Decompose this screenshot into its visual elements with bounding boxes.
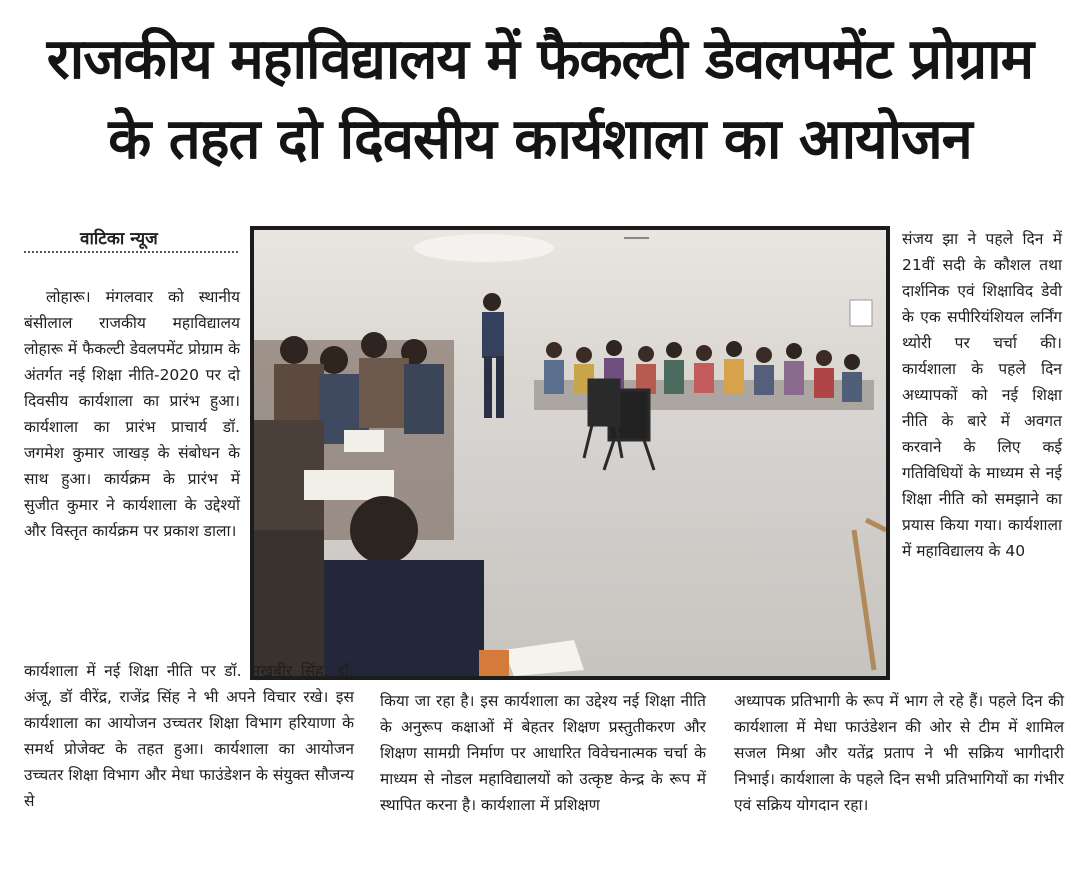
article-column-bottom-1 [24, 658, 354, 814]
article-column-left [24, 284, 240, 544]
article-paragraph-right: संजय झा ने पहले दिन में 21वीं सदी के कौशल तथा दार्शनिक एवं शिक्षाविद डेवी के एक सपीरियंशियल लर्निंग थ्योरी पर चर्चा की। कार्यशाला के पहले दिन अध्यापकों को नई शिक्षा नीति के बारे में अवगत करवाने के लिए कई गतिविधियों के माध्यम से नई शिक्षा नीति को समझाने का प्रयास किया गया। कार्यशाला में महाविद्यालय के 40 [902, 230, 1062, 560]
article-column-right [902, 226, 1062, 564]
article-column-bottom-3 [734, 688, 1064, 818]
headline-line-2: के तहत दो दिवसीय कार्यशाला का आयोजन [108, 107, 972, 172]
byline-divider [24, 251, 238, 253]
byline: वाटिका न्यूज [80, 229, 158, 249]
headline-line-1: राजकीय महाविद्यालय में फैकल्टी डेवलपमेंट प्रोग्राम [46, 27, 1034, 92]
article-column-bottom-2 [380, 688, 706, 818]
article-paragraph-bottom-1: कार्यशाला में नई शिक्षा नीति पर डॉ. सुखबीर सिंह, डॉ. अंजू, डॉ वीरेंद्र, राजेंद्र सिंह ने भी अपने विचार रखे। इस कार्यशाला का आयोजन उच्चतर शिक्षा विभाग हरियाणा के समर्थ प्रोजेक्ट के तहत हुआ। कार्यशाला का आयोजन उच्चतर शिक्षा विभाग और मेधा फाउंडेशन के संयुक्त सौजन्य से [24, 662, 354, 810]
article-paragraph-bottom-2: किया जा रहा है। इस कार्यशाला का उद्देश्य नई शिक्षा नीति के अनुरूप कक्षाओं में बेहतर शिक्षण प्रस्तुतीकरण और शिक्षण सामग्री निर्माण पर आधारित विवेचनात्मक चर्चा के माध्यम से नोडल महाविद्यालयों को उत्कृष्ट केन्द्र के रूप में स्थापित करना है। कार्यशाला में प्रशिक्षण [380, 692, 706, 814]
workshop-photo-image [254, 230, 886, 676]
workshop-photo [250, 226, 890, 680]
article-paragraph-intro: लोहारू। मंगलवार को स्थानीय बंसीलाल राजकीय महाविद्यालय लोहारू में फैकल्टी डेवलपमेंट प्रोग्राम के अंतर्गत नई शिक्षा नीति-2020 पर दो दिवसीय कार्यशाला का प्रारंभ हुआ। कार्यशाला का प्रारंभ प्राचार्य डॉ. जगमेश कुमार जाखड़ के संबोधन के साथ हुआ। कार्यक्रम के प्रारंभ में सुजीत कुमार ने कार्यशाला के उद्देश्यों और विस्तृत कार्यक्रम पर प्रकाश डाला। [24, 288, 240, 540]
article-paragraph-bottom-3: अध्यापक प्रतिभागी के रूप में भाग ले रहे हैं। पहले दिन की कार्यशाला में मेधा फाउंडेशन की ओर से टीम में शामिल सजल मिश्रा और यतेंद्र प्रताप ने भी सक्रिय भागीदारी निभाई। कार्यशाला के पहले दिन सभी प्रतिभागियों का गंभीर एवं सक्रिय योगदान रहा। [734, 692, 1064, 814]
